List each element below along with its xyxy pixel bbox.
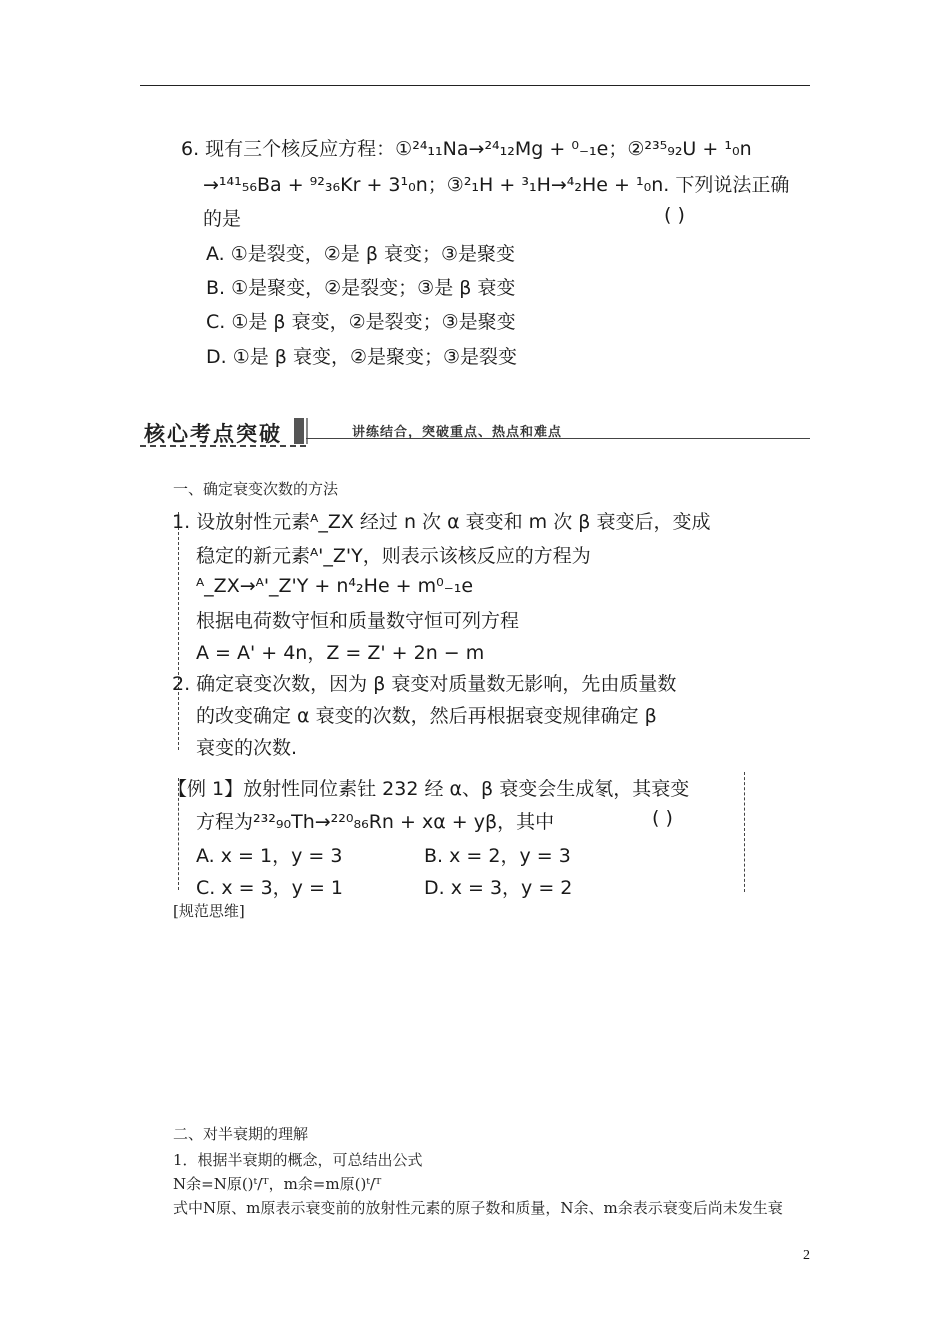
top-rule: [140, 85, 810, 86]
section-title: 核心考点突破: [144, 422, 282, 446]
part2-heading: 二、对半衰期的理解: [173, 1125, 309, 1143]
example1-line2: 方程为²³²₉₀Th→²²⁰₈₆Rn + xα + yβ，其中: [196, 811, 555, 833]
question6-option-c: C. ①是 β 衰变，②是裂变；③是聚变: [206, 311, 516, 333]
question6-option-a: A. ①是裂变，②是 β 衰变；③是聚变: [206, 243, 516, 265]
question6-line2: →¹⁴¹₅₆Ba + ⁹²₃₆Kr + 3¹₀n；③²₁H + ³₁H→⁴₂He + ¹₀n. 下列说法正确: [203, 174, 790, 196]
example1-option-a: A. x = 1，y = 3: [196, 845, 343, 867]
part2-formula: N余=N原()ᵗ/ᵀ，m余=m原()ᵗ/ᵀ: [173, 1175, 382, 1193]
part1-item1-line2: 稳定的新元素ᴬ'_Z'Y，则表示该核反应的方程为: [196, 545, 591, 567]
part1-item2-line3: 衰变的次数.: [196, 737, 298, 759]
section-dashed-underline: [140, 445, 306, 447]
section-bar-thin: [306, 418, 308, 444]
part1-item1-equation2: A = A' + 4n，Z = Z' + 2n − m: [196, 642, 485, 664]
section-subtitle: 讲练结合，突破重点、热点和难点: [352, 425, 563, 440]
section-bar: [294, 418, 304, 444]
example1-bracket: ( ): [652, 807, 673, 829]
part1-heading: 一、确定衰变次数的方法: [173, 480, 339, 498]
example1-option-d: D. x = 3，y = 2: [424, 877, 573, 899]
example1-note: [规范思维]: [173, 902, 245, 920]
part1-item1-line1: 1. 设放射性元素ᴬ_ZX 经过 n 次 α 衰变和 m 次 β 衰变后，变成: [172, 511, 711, 533]
part1-dashed-margin: [178, 512, 179, 750]
part1-item2-line2: 的改变确定 α 衰变的次数，然后再根据衰变规律确定 β: [196, 705, 657, 727]
part1-item2-line1: 2. 确定衰变次数，因为 β 衰变对质量数无影响，先由质量数: [172, 673, 677, 695]
example1-dashed-right: [744, 772, 745, 892]
example1-line1: 【例 1】放射性同位素钍 232 经 α、β 衰变会生成氡，其衰变: [168, 778, 690, 800]
part2-description: 式中N原、m原表示衰变前的放射性元素的原子数和质量，N余、m余表示衰变后尚未发生衰: [173, 1199, 783, 1217]
page-number: 2: [803, 1248, 810, 1263]
example1-option-b: B. x = 2，y = 3: [424, 845, 571, 867]
question6-option-b: B. ①是聚变，②是裂变；③是 β 衰变: [206, 277, 516, 299]
question6-line3: 的是: [203, 208, 242, 230]
part2-item1: 1．根据半衰期的概念，可总结出公式: [173, 1151, 423, 1169]
example1-option-c: C. x = 3，y = 1: [196, 877, 344, 899]
section-header: [140, 418, 810, 448]
question6-line1: 6. 现有三个核反应方程：①²⁴₁₁Na→²⁴₁₂Mg + ⁰₋₁e；②²³⁵₉₂U + ¹₀n: [181, 138, 752, 160]
section-underline: [306, 438, 810, 439]
question6-option-d: D. ①是 β 衰变，②是聚变；③是裂变: [206, 346, 518, 368]
question6-bracket: ( ): [664, 204, 685, 226]
part1-item1-line4: 根据电荷数守恒和质量数守恒可列方程: [196, 610, 520, 632]
part1-item1-equation: ᴬ_ZX→ᴬ'_Z'Y + n⁴₂He + m⁰₋₁e: [196, 575, 474, 597]
